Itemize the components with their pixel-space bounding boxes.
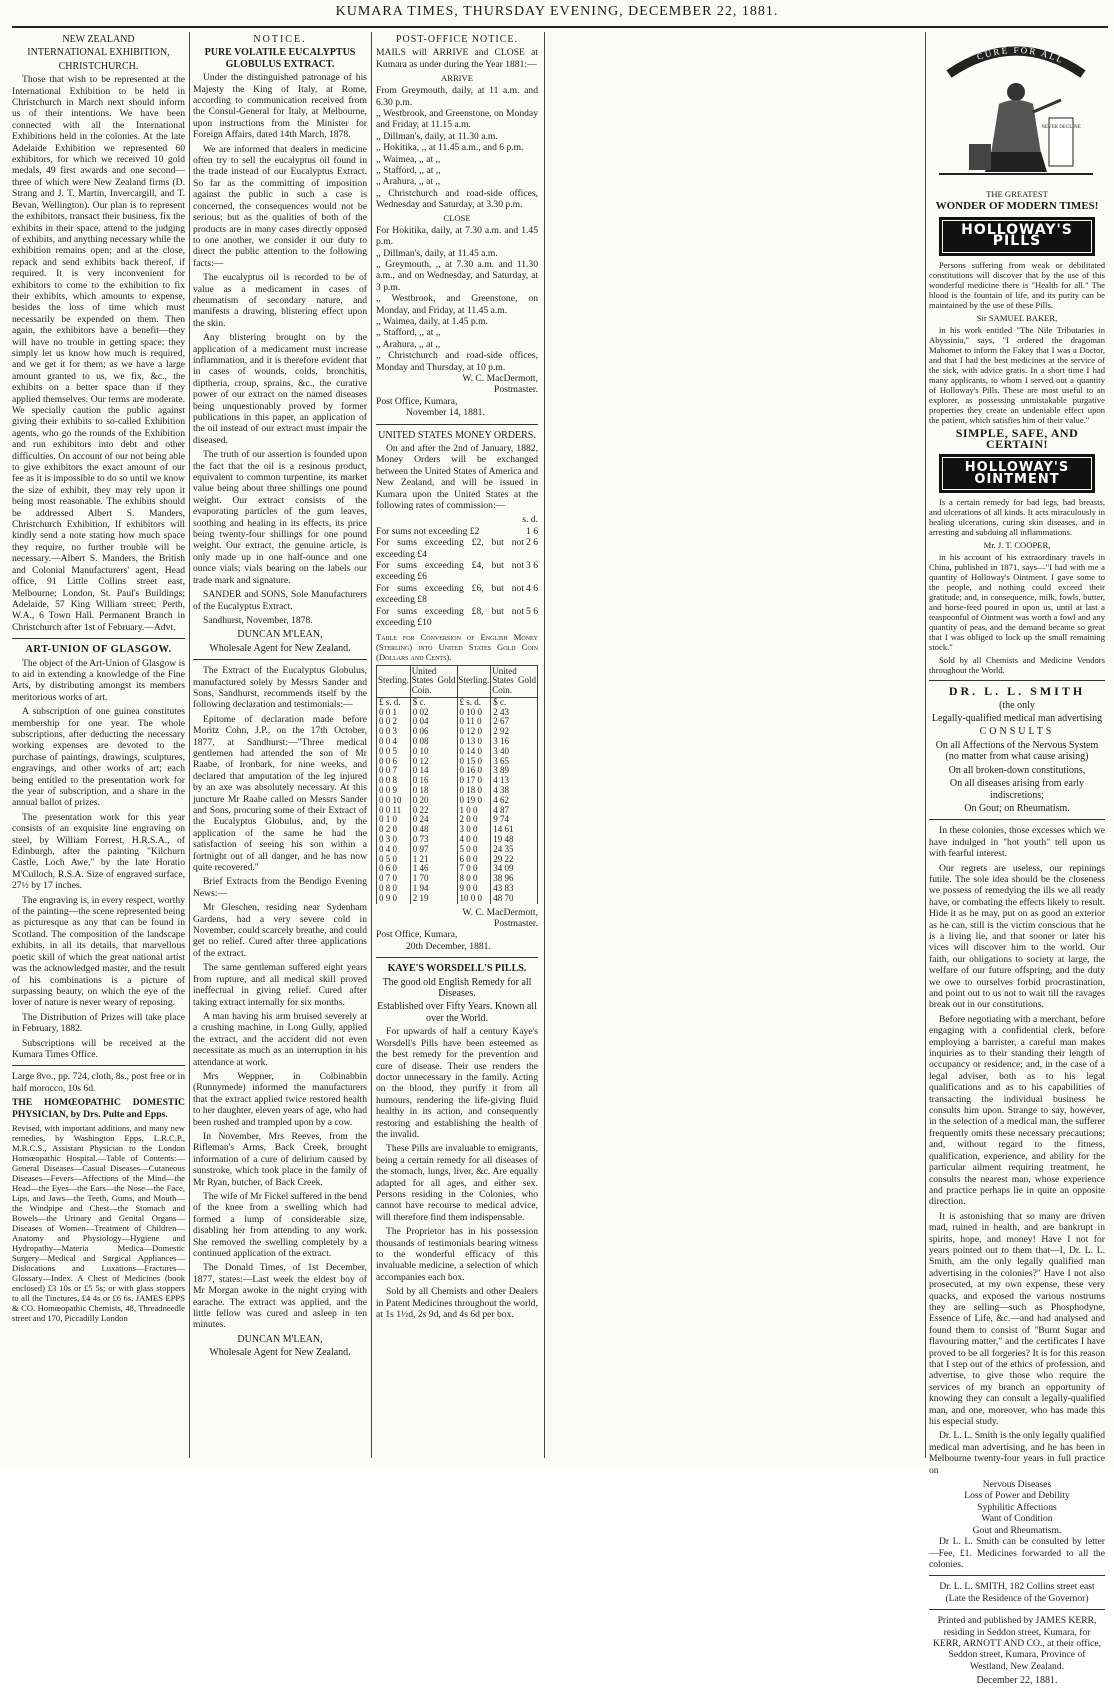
consult-item: On all diseases arising from early indiscretions;: [949, 778, 1085, 801]
conversion-cell: 3 0 0: [457, 825, 491, 835]
post-office-line: Post Office, Kumara,: [376, 395, 458, 407]
column-1: [12, 32, 185, 1326]
emblem-side: NEVER DECLINE: [1041, 125, 1081, 130]
conversion-cell: 3 65: [491, 757, 538, 767]
po-head: POST-OFFICE NOTICE.: [396, 34, 518, 45]
agent-title: Wholesale Agent for New Zealand.: [209, 642, 351, 654]
article-text: Our regrets are useless, our repinings futile. The sole idea should be the closeness we possess of remedying the ills we all ready have, or combating the effects likely to result. Hide it as he may, put on as good an exterior as he can, still is the victim conscious that he is a living lie, and that sooner or later his vices will discover him to the world. Our faith, our obligations to society at large, the welfare of our future offspring, and the duty we owe to ourselves forbid procrastination, and point out to us not to wait till the ravages break out in our constitutions.: [929, 862, 1105, 1011]
nz-head: NEW ZEALAND: [62, 34, 135, 45]
conversion-cell: 10 0 0: [457, 894, 491, 904]
mail-arrive-line: ,, Stafford, ,, at ,,: [376, 165, 441, 177]
conversion-cell: 4 13: [491, 776, 538, 786]
conversion-cell: 0 16: [410, 776, 457, 786]
conversion-cell: 0 0 4: [377, 737, 411, 747]
commission-value: 4 6: [526, 582, 538, 594]
article-text: Sandhurst, November, 1878.: [203, 614, 313, 626]
article-text: The eucalyptus oil is recorded to be of value as a medicament in cases of rheumatism of secondary nature, and manifests a drawing, blistering effect upon the skin.: [193, 272, 367, 329]
commission-label: For sums exceeding £8, but not exceeding £10: [376, 605, 524, 629]
arrive-list: [376, 85, 538, 210]
article-text: The truth of our assertion is founded upon the fact that the oil is a resinous product, equivalent to common turpentine, its market value being about three shillings one pound weight. Our extract consists of the evaporating particles of the gum leaves, soothing and healing in its effects, its price being twenty-four shillings for one pound weight. Our extract, the genuine article, is only made up in one half-ounce and one ounce vials; vials bearing on the labels our trade mark and signature.: [193, 449, 367, 586]
commission-row: [376, 560, 538, 583]
th-us: United States Gold Coin.: [491, 665, 538, 697]
conversion-cell: 0 0 5: [377, 747, 411, 757]
conversion-cell: 14 61: [491, 825, 538, 835]
consult-item: On Gout; on Rheumatism.: [964, 802, 1070, 814]
us-money-head: UNITED STATES MONEY ORDERS.: [378, 429, 536, 441]
conversion-cell: £ s. d.: [377, 697, 411, 707]
conversion-row: [377, 737, 538, 747]
ailment: Nervous Diseases: [982, 1479, 1052, 1491]
divider: [193, 659, 367, 660]
conversion-cell: 0 24: [410, 815, 457, 825]
ailment: Syphilitic Affections: [977, 1501, 1057, 1513]
conversion-cell: 0 9 0: [377, 894, 411, 904]
conversion-cell: 0 19 0: [457, 796, 491, 806]
article-text: The Extract of the Eucalyptus Globulus, manufactured solely by Messrs Sander and Sons, Sandhurst, recommends itself by the following declaration and testimonials:—: [193, 665, 367, 711]
commission-value: 1 6: [526, 525, 538, 537]
book-notice: Large 8vo., pp. 724, cloth, 8s., post free or in half morocco, 10s 6d.: [12, 1071, 186, 1094]
ailment: Want of Condition: [981, 1513, 1053, 1525]
conversion-cell: 0 10 0: [457, 708, 491, 718]
article-text: SANDER and SONS, Sole Manufacturers of the Eucalyptus Extract.: [193, 589, 367, 612]
commission-value: 2 6: [526, 537, 538, 549]
commission-value: 5 6: [526, 605, 538, 617]
article-text: A subscription of one guinea constitutes membership for one year. The whole subscriptions, after deducting the necessary working expenses are devoted to the purchase of paintings, drawings, sculptures, engravings, and other works of art; each being entitled to the presentation work for the year of subscription, and a share in the annual ballot of prizes.: [12, 706, 185, 809]
article-text: Before negotiating with a merchant, before engaging with a confidential clerk, before employing a barrister, a careful man makes inquiries as to their standing their length of occupancy or residence; and, in the case of a legal adviser, both as to his legal qualifications and as to his capabilities of transacting the individual business he consults him upon. Strange to say, however, in the selection of a medical man, the sufferer frequently omits these necessary precautions; and, without regard to the fitness, qualification, experience, and ability for the particular ailment requiring treatment, he consults the nearest man, whose experience and practice perhaps lie in quite an opposite direction.: [929, 1013, 1105, 1208]
column-3: [376, 32, 538, 1323]
postmaster-title: Postmaster.: [494, 384, 538, 396]
emblem-text: CURE FOR ALL: [975, 44, 1066, 66]
conversion-cell: 4 0 0: [457, 835, 491, 845]
conversion-row: [377, 894, 538, 904]
article-text: It is astonishing that so many are driven mad, ruined in health, and are bankrupt in spirits, hope, and money! Have I not for years pointed out to them that—I, Dr. L. L. Smith, am the only legally qualified man advertising in the colonies?" Have I not also prosecuted, at my own expense, these very quacks, and exposed the various nostrums they are selling—such as Phosphodyne, Essence of Life, &c.—and had analysed and found them to consist of "Burnt Sugar and flavouring matter," and the certificates I have proved to be all forgeries? It is for this reason that I step out of the ethics of profession, and advertise, to give those who require the services of my branch an opportunity of knowing they can consult a legally-qualified man, and one, moreover, who has made this his especial study.: [929, 1210, 1105, 1428]
divider: [12, 638, 185, 639]
conversion-cell: 0 1 0: [377, 815, 411, 825]
conversion-cell: 0 18 0: [457, 786, 491, 796]
post-office-date: 20th December, 1881.: [406, 940, 491, 952]
imprint: Printed and published by JAMES KERR, residing in Seddon street, Kumara, for KERR, ARNOTT AND CO., at their office, Seddon street, Kumara, Province of Westland, New Zealand.: [932, 1615, 1102, 1672]
smith-list: [929, 1479, 1105, 1536]
kaye-est: Established over Fifty Years. Known all over the World.: [377, 1001, 537, 1024]
commission-label: For sums exceeding £4, but not exceeding £6: [376, 560, 524, 583]
commission-row: [376, 537, 538, 560]
hygeia-emblem: [929, 34, 1103, 184]
conversion-cell: 3 40: [491, 747, 538, 757]
conversion-cell: 1 70: [410, 874, 457, 884]
mail-close-line: ,, Arahura, ,, at ,,: [376, 338, 441, 350]
conversion-cell: 9 74: [491, 815, 538, 825]
nz-head: CHRISTCHURCH.: [58, 60, 139, 72]
conversion-cell: 4 87: [491, 806, 538, 816]
article-text: Sold by all Chemists and other Dealers in Patent Medicines throughout the world, at 1s 1½d, 2s 9d, and 4s 6d per box.: [376, 1286, 539, 1321]
mail-close-line: ,, Dillman's, daily, at 11.45 a.m.: [376, 247, 498, 259]
conversion-cell: 0 7 0: [377, 874, 411, 884]
conversion-cell: 7 0 0: [457, 864, 491, 874]
conversion-cell: 8 0 0: [457, 874, 491, 884]
conversion-row: [377, 697, 538, 707]
mail-close-line: ,, Stafford, ,, at ,,: [376, 327, 441, 339]
holloways-ointment-banner: HOLLOWAY'S OINTMENT: [939, 454, 1095, 493]
conversion-row: [377, 708, 538, 718]
smith-sub: Legally-qualified medical man advertising: [931, 713, 1103, 725]
article-text: These Pills are invaluable to emigrants, being a certain remedy for all diseases of the stomach, lungs, liver, &c. Are equally adapted for all ages, and either sex. Persons residing in the Colonies, who cannot have recourse to medical advice, will therefore find them indispensable.: [376, 1143, 538, 1223]
mail-arrive-line: ,, Waimea, ,, at ,,: [376, 153, 441, 165]
commission-label: For sums exceeding £6, but not exceeding £8: [376, 582, 524, 606]
commission-label: For sums not exceeding £2: [376, 525, 480, 537]
column-rule: [925, 32, 926, 1458]
consult-item: On all Affections of the Nervous System (no matter from what cause arising): [935, 739, 1099, 763]
homeo-head: THE HOMŒOPATHIC DOMESTIC PHYSICIAN, by Drs. Pulte and Epps.: [12, 1097, 185, 1120]
conversion-cell: 0 14: [410, 766, 457, 776]
column-rule: [189, 32, 190, 1458]
imprint-date: December 22, 1881.: [976, 1675, 1058, 1687]
conversion-table: [376, 665, 538, 904]
smith-address: Dr. L. L. SMITH, 182 Collins street east (Late the Residence of the Governor): [939, 1581, 1095, 1604]
divider: [376, 957, 538, 958]
conversion-cell: 5 0 0: [457, 845, 491, 855]
article-text: Mrs Weppner, in Colbinabbin (Runnymede) informed the manufacturers that the extract applied twice restored health to her daughter, eleven years of age, who had been rushed and trampled upon by a cow.: [193, 1070, 367, 1128]
mail-arrive-line: ,, Christchurch and road-side offices, Wednesday and Saturday, at 3.30 p.m.: [376, 187, 538, 211]
article-text: The Donald Times, of 1st December, 1877, states:—Last week the eldest boy of Mr Morgan awoke in the night crying with earache. The extract was applied, and the little fellow was cured and asleep in ten minutes.: [193, 1262, 367, 1331]
conversion-cell: 0 5 0: [377, 855, 411, 865]
conversion-cell: 2 19: [410, 894, 457, 904]
th-sterling: Sterling.: [377, 665, 411, 697]
agent-title: Wholesale Agent for New Zealand.: [209, 1347, 351, 1359]
article-text: Is a certain remedy for bad legs, bad breasts, and ulcerations of all kinds. It acts miraculously in healing ulcerations, curing skin diseases, and in arresting and subduing all inflammations.: [929, 497, 1105, 538]
conversion-cell: $ c.: [491, 697, 538, 707]
article-text: Sold by all Chemists and Medicine Vendors throughout the World.: [929, 655, 1105, 676]
conversion-cell: 0 02: [410, 708, 457, 718]
article-text: Dr L. L. Smith can be consulted by letter—Fee, £1. Medicines forwarded to all the colonies.: [929, 1536, 1105, 1570]
postmaster-name: W. C. MacDermott,: [462, 906, 538, 918]
conversion-cell: 3 89: [491, 766, 538, 776]
homeo-text: Revised, with important additions, and many new remedies, by Washington Epps, L.R.C.P., M.R.C.S., Assistant Physician to the London Homœopathic Hospital.—Table of Contents:—General Diseases—Casual Diseases—Cutaneous Diseases—Fevers—Affections of the Mind—the Head—the Eyes—the Ears—the Nose—the Face, Lips, and Jaws—the Teeth, Gums, and Mouth—the Windpipe and Chest—the Stomach and Bowels—the Urinary and Genital Organs—Diseases of Women—Treatment of Children—Anatomy and Physiology—Hygiene and Hydropathy—Materia Medica—Domestic Surgery—Medical and Surgical Appliances—Dislocations and Luxations—Fractures—Glossary—Index. A Chest of Medicines (book enclosed) £3 10s or £5 5s; or with glass stoppers to all the Tinctures, £4 4s or £6 6s. JAMES EPPS & CO. Homœopathic Chemists, 48, Threadneedle street and 170, Piccadilly London: [12, 1122, 185, 1323]
mail-arrive-line: ,, Arahura, ,, at ,,: [376, 176, 441, 188]
conversion-cell: 19 48: [491, 835, 538, 845]
conversion-cell: 2 92: [491, 727, 538, 737]
mail-close-line: ,, Westbrook, and Greenstone, on Monday, and Friday, at 11.45 a.m.: [376, 293, 538, 316]
conversion-cell: 38 96: [491, 874, 538, 884]
commission-list: [376, 526, 538, 629]
postmaster-name: W. C. MacDermott,: [462, 372, 538, 384]
conversion-cell: 0 0 10: [377, 796, 411, 806]
th-us: United States Gold Coin.: [410, 665, 457, 697]
conversion-cell: 0 12 0: [457, 727, 491, 737]
article-text: Mr Gleschen, residing near Sydenham Gardens, had a very severe cold in November, could scarcely breathe, and could get no relief. Cured after three applications of the extract.: [193, 902, 367, 959]
agent-name: DUNCAN M'LEAN,: [237, 629, 323, 641]
ailment: Gout and Rheumatism.: [972, 1524, 1062, 1536]
divider: [929, 819, 1105, 820]
article-text: Subscriptions will be received at the Kumara Times Office.: [12, 1037, 185, 1060]
conversion-cell: 0 48: [410, 825, 457, 835]
article-text: For upwards of half a century Kaye's Worsdell's Pills have been esteemed as the best remedy for the prevention and cure of disease. Their use renders the doctor unnecessary in the family. Acting on the blood, they purify it from all humours, rendering the life-giving fluid healthy in its action, and consequently restoring and establishing the health of the invalid.: [376, 1026, 538, 1140]
divider: [929, 680, 1105, 681]
column-rule: [544, 32, 545, 1458]
conversion-cell: 0 97: [410, 845, 457, 855]
column-rule: [371, 32, 372, 1458]
divider: [929, 1609, 1105, 1610]
conversion-cell: 6 0 0: [457, 855, 491, 865]
simple-safe: SIMPLE, SAFE, AND CERTAIN!: [955, 425, 1079, 452]
conversion-cell: 0 10: [410, 747, 457, 757]
conversion-cell: 34 09: [491, 864, 538, 874]
conversion-row: [377, 806, 538, 816]
article-text: The presentation work for this year consists of an exquisite line engraving on steel, by William Forrest, H.R.S.A., of Edinburgh, after the painting "Kilchurn Castle, Loch Awe," by the late Horatio M'Culloch, R.S.A. Size of engraved surface, 27½ by 17 inches.: [12, 811, 185, 892]
column-2: [193, 32, 367, 1361]
article-text: The engraving is, in every respect, worthy of the painting—the scene represented being as picturesque as any that can be found in Scotland. The composition of the landscape exhibits, in all its details, that marvellous poetic skill of which the great national artist was the acknowledged master, and the result of his combinations is a picture of surpassing beauty, on which the eye of the lover of nature is never weary of reposing.: [12, 894, 185, 1009]
conversion-cell: 0 06: [410, 727, 457, 737]
conversion-cell: 0 08: [410, 737, 457, 747]
conversion-cell: 0 0 7: [377, 766, 411, 776]
top-rule: [12, 26, 1108, 28]
conversion-cell: 0 0 2: [377, 717, 411, 727]
conversion-cell: 0 17 0: [457, 776, 491, 786]
conversion-cell: 0 3 0: [377, 835, 411, 845]
consults: CONSULTS: [979, 726, 1055, 738]
conversion-row: [377, 757, 538, 767]
conversion-cell: 29 22: [491, 855, 538, 865]
conversion-cell: 0 04: [410, 717, 457, 727]
article-text: The Distribution of Prizes will take place in February, 1882.: [12, 1011, 185, 1035]
wonder: WONDER OF MODERN TIMES!: [935, 200, 1099, 213]
conversion-cell: 0 20: [410, 796, 457, 806]
divider: [929, 1575, 1105, 1576]
agent-name: DUNCAN M'LEAN,: [237, 1333, 323, 1345]
conversion-cell: 0 2 0: [377, 825, 411, 835]
conversion-cell: 4 62: [491, 796, 538, 806]
consult-item: On all broken-down constitutions,: [948, 764, 1086, 776]
article-text: Any blistering brought on by the application of a medicament must increase inflammation, and it is therefore evident that in cases of wounds, colds, bronchitis, diptheria, croup, sprains, &c., the curative power of our extract on the named diseases being unquestionably proved by former publications in this paper, an application of the oil instead of our extract must impair the diseased.: [193, 332, 367, 446]
article-text: in his work entitled "The Nile Tributaries in Abyssinia," says, "I ordered the dragoman Mahomet to inform the Fakey that I was a Doctor, and that I had the best medicines at the service of the sick, with advice gratis. In a short time I had many applicants, to whom I served out a quantity of Holloway's Pills. These are most useful to an explorer, as possessing unmistakable purgative properties they create an undeniable effect upon the patient, which satisfies him of their value.": [929, 324, 1105, 425]
commission-value: 3 6: [526, 560, 538, 572]
nz-head: INTERNATIONAL EXHIBITION,: [27, 47, 170, 59]
post-office-line: Post Office, Kumara,: [376, 929, 458, 941]
kaye-head: KAYE'S WORSDELL'S PILLS.: [387, 963, 527, 975]
article-text: The same gentleman suffered eight years from rupture, and all medical skill proved ineffectual in giving relief. Cured after taking extract internally for six months.: [193, 962, 367, 1008]
conversion-cell: 24 35: [491, 845, 538, 855]
close-head: CLOSE: [443, 212, 471, 223]
conversion-cell: 2 43: [491, 708, 538, 718]
smith-head: DR. L. L. SMITH: [948, 684, 1086, 699]
conversion-cell: 0 15 0: [457, 757, 491, 767]
commission-row: [376, 526, 538, 537]
conversion-row: [377, 747, 538, 757]
mail-close-line: ,, Christchurch and road-side offices, Monday and Thursday, at 10 p.m.: [376, 350, 538, 373]
conversion-cell: 0 8 0: [377, 884, 411, 894]
commission-row: [376, 606, 538, 629]
commission-row: [376, 583, 538, 606]
conversion-cell: 0 0 9: [377, 786, 411, 796]
article-text: We are informed that dealers in medicine often try to sell the eucalyptus oil found in the trade instead of our Eucalyptus Extract. So far as the committing of imposition against the public in such a case is concerned, the consequences would not be serious; but as the qualities of both of the products are in many cases directly opposed to one another, we consider it our duty to direct the public attention to the following facts:—: [193, 143, 367, 269]
conversion-cell: 4 38: [491, 786, 538, 796]
conversion-cell: 2 67: [491, 717, 538, 727]
masthead: KUMARA TIMES, THURSDAY EVENING, DECEMBER 22, 1881.: [335, 4, 779, 19]
mail-arrive-line: ,, Hokitika, ,, at 11.45 a.m., and 6 p.m.: [376, 142, 524, 154]
conversion-row: [377, 766, 538, 776]
mail-close-line: For Hokitika, daily, at 7.30 a.m. and 1.45 p.m.: [376, 224, 538, 248]
article-text: In these colonies, those excesses which we have indulged in "hot youth" tell upon us with fearful interest.: [929, 825, 1105, 860]
baker-head: Sir SAMUEL BAKER,: [976, 312, 1058, 323]
mail-arrive-line: ,, Westbrook, and Greenstone, on Monday and Friday, at 11.15 a.m.: [376, 108, 538, 131]
conversion-cell: $ c.: [410, 697, 457, 707]
holloways-pills-banner: HOLLOWAY'S PILLS: [939, 217, 1095, 256]
article-text: Persons suffering from weak or debilitated constitutions will discover that by the use of this wonderful medicine there is "Health for all." The blood is the fountain of life, and its purity can be maintained by the use of these Pills.: [929, 259, 1105, 310]
conversion-row: [377, 776, 538, 786]
sd-label: s. d.: [522, 514, 538, 526]
mails-text: MAILS will ARRIVE and CLOSE at Kumara as under during the Year 1881:—: [376, 47, 538, 70]
conversion-cell: 0 18: [410, 786, 457, 796]
article-text: The object of the Art-Union of Glasgow is to aid in extending a knowledge of the Fine Arts, by distributing amongst its members meritorious works of art.: [12, 657, 185, 703]
conversion-cell: 9 0 0: [457, 884, 491, 894]
conversion-cell: 1 94: [410, 884, 457, 894]
conversion-cell: 0 14 0: [457, 747, 491, 757]
postmaster-title: Postmaster.: [494, 918, 538, 930]
conversion-row: [377, 727, 538, 737]
mail-close-line: ,, Greymouth, ,, at 7.30 a.m. and 11.30 a.m., and on Wednesday, and Saturday, at 3 p.m.: [376, 258, 538, 293]
conversion-cell: 0 73: [410, 835, 457, 845]
conversion-cell: 1 21: [410, 855, 457, 865]
notice-head: NOTICE.: [253, 34, 307, 45]
conversion-cell: 0 0 1: [377, 708, 411, 718]
column-5: [929, 32, 1105, 1689]
art-union-head: ART-UNION OF GLASGOW.: [25, 644, 172, 656]
conversion-cell: 0 13 0: [457, 737, 491, 747]
conversion-cell: 0 0 8: [377, 776, 411, 786]
article-text: A man having his arm bruised severely at a crushing machine, in Long Gully, applied the extract, and the accident did not even necessitate as much as an interruption in his attendance at work.: [193, 1010, 367, 1068]
close-list: [376, 225, 538, 373]
cooper-head: Mr. J. T. COOPER,: [983, 540, 1051, 551]
arrive-head: ARRIVE: [441, 73, 473, 84]
article-text: Epitome of declaration made before Moritz Cohn, J.P., on the 17th October, 1877, at Sandhurst:—"Three medical gentlemen had attended the son of Mr Raabe, of Ironbark, for nine weeks, and declared that amputation of the leg injured by an axe was absolutely necessary. At this juncture Mr Raabe called on Messrs Sander and Sons, procuring some of their Extract of the Eucalyptus Globulus, and, by the application of the same he had the satisfaction of seeing his son within a fortnight out of all danger, and he has now quite recovered.": [193, 713, 367, 874]
article-text: The Proprietor has in his possession thousands of testimonials bearing witness to the wonderful efficacy of this invaluable medicine, a selection of which accompanies each box.: [376, 1226, 538, 1283]
conversion-cell: 0 11 0: [457, 717, 491, 727]
th-sterling: Sterling.: [457, 665, 491, 697]
conversion-cell: 0 22: [410, 806, 457, 816]
eucalyptus-head: PURE VOLATILE EUCALYPTUS GLOBULUS EXTRACT.: [204, 47, 356, 70]
article-text: Those that wish to be represented at the International Exhibition to be held in Christchurch in March next should inform us of their intentions. We have been connected with all the International Exhibitions held in the colonies. At the late Adelaide Exhibition we represented 60 exhibitors, for which we received 10 gold medals, 49 first awards and one second—three of which were New Zealand firms (D. Strang and J. T. Martin, Invercargill, and T. Bevan, Wellington). Our plan is to represent the exhibitors, transact their business, fix the exhibits in their space, attend to the judging of exhibits, and anything necessary while the exhibition remains open; and at the close, repack and send exhibits back thereof, if required. It is very inconvenient for exhibitors to come to the exhibition to fix their exhibits, which amounts to expense, besides the loss of time which must necessarily be expended on them. Then again, the exhibitors have a benefit—they will have no trouble in getting space; they simply let us know how much is required, and we get it for them; as we have a large amount granted to us, we fix, &c., the exhibits on a better space than if they applied themselves. Our terms are moderate. We specially caution the public against giving their exhibits to so-called Exhibition agents, who go the rounds of the Exhibition and run exhibitors into debt and other difficulties. On account of our not being able to give exhibitors the exact amount of our fee as it is impossible to do so until we know the size of exhibit, they may rely upon it being most reasonable. The exhibits should be addressed Albert S. Manders, Christchurch Exhibition, If exhibitors will kindly send a note stating how much space they require, no further trouble will be necessary.—Albert S. Manders, the British and Colonial Manufacturers' agent, Head office, 91 Little Collins street east, Melbourne; London, St. Paul's Buildings; Adelaide, 57 King William street; Perth, W.A., 6 Town Hall. Permanent Branch in Christchurch after 1st of February.—Advt.: [12, 74, 185, 633]
kaye-sub: The good old English Remedy for all Diseases.: [382, 976, 532, 1000]
article-text: Dr. L. L. Smith is the only legally qualified medical man advertising, and he has been in Melbourne twenty-four years in full practice on: [929, 1430, 1106, 1476]
article-text: in his account of his extraordinary travels in China, published in 1871, says—"I had with me a quantity of Holloway's Ointment. I gave some to the people, and nothing could exceed their gratitude; and, in consequence, milk, fowls, butter, and horse-feed poured in upon us, until at last a teaspoonful of Ointment was worth a fowl and any quantity of peas, and the demand became so great that I was obliged to lock up the small remaining stock.": [929, 552, 1105, 653]
conversion-cell: 0 16 0: [457, 766, 491, 776]
conversion-cell: 0 0 3: [377, 727, 411, 737]
conversion-row: [377, 717, 538, 727]
conversion-cell: 0 0 11: [377, 806, 411, 816]
conversion-cell: 48 70: [491, 894, 538, 904]
conversion-cell: 3 16: [491, 737, 538, 747]
greatest: THE GREATEST: [986, 189, 1048, 200]
table-title: Table for Conversion of English Money (Sterling) into United States Gold Coin (Dollars and Cents).: [376, 631, 538, 662]
article-text: Under the distinguished patronage of his Majesty the King of Italy, at Rome, according to communication received from the Consul-General for Italy, at Melbourne, upon instructions from the Minister for Foreign Affairs, dated 14th March, 1878.: [193, 72, 367, 141]
conversion-cell: £ s. d.: [457, 697, 491, 707]
article-text: In November, Mrs Reeves, from the Rifleman's Arms, Back Creek, brought information of a cure of delirium caused by sunstroke, which took place in the family of Mr Ryan, butcher, of Back Creek.: [193, 1130, 367, 1188]
conversion-cell: 2 0 0: [457, 815, 491, 825]
conversion-cell: 1 46: [410, 864, 457, 874]
post-office-date: November 14, 1881.: [406, 407, 485, 419]
smith-sub: (the only: [999, 699, 1035, 711]
article-text: The wife of Mr Fickel suffered in the bend of the knee from a swelling which had formed a lump of considerable size, disabling her from attending to any work. She removed the swelling completely by a continued application of the extract.: [193, 1191, 367, 1260]
conversion-cell: 0 6 0: [377, 864, 411, 874]
mail-arrive-line: ,, Dillman's, daily, at 11.30 a.m.: [376, 130, 498, 142]
divider: [376, 424, 538, 425]
article-text: Brief Extracts from the Bendigo Evening News:—: [193, 876, 367, 899]
conversion-cell: 43 83: [491, 884, 538, 894]
divider: [12, 1065, 185, 1066]
mail-arrive-line: From Greymouth, daily, at 11 a.m. and 6.30 p.m.: [376, 85, 538, 108]
commission-label: For sums exceeding £2, but not exceeding £4: [376, 537, 524, 560]
conversion-cell: 1 0 0: [457, 806, 491, 816]
conversion-cell: 0 0 6: [377, 757, 411, 767]
conversion-cell: 0 4 0: [377, 845, 411, 855]
ailment: Loss of Power and Debility: [964, 1490, 1070, 1502]
conversion-cell: 0 12: [410, 757, 457, 767]
article-text: On and after the 2nd of January, 1882, Money Orders will be exchanged between the United States of America and New Zealand, and will be issued in Kumara upon the United States at the following rates of commission:—: [376, 443, 538, 512]
mail-close-line: ,, Waimea, daily, at 1.45 p.m.: [376, 315, 488, 327]
